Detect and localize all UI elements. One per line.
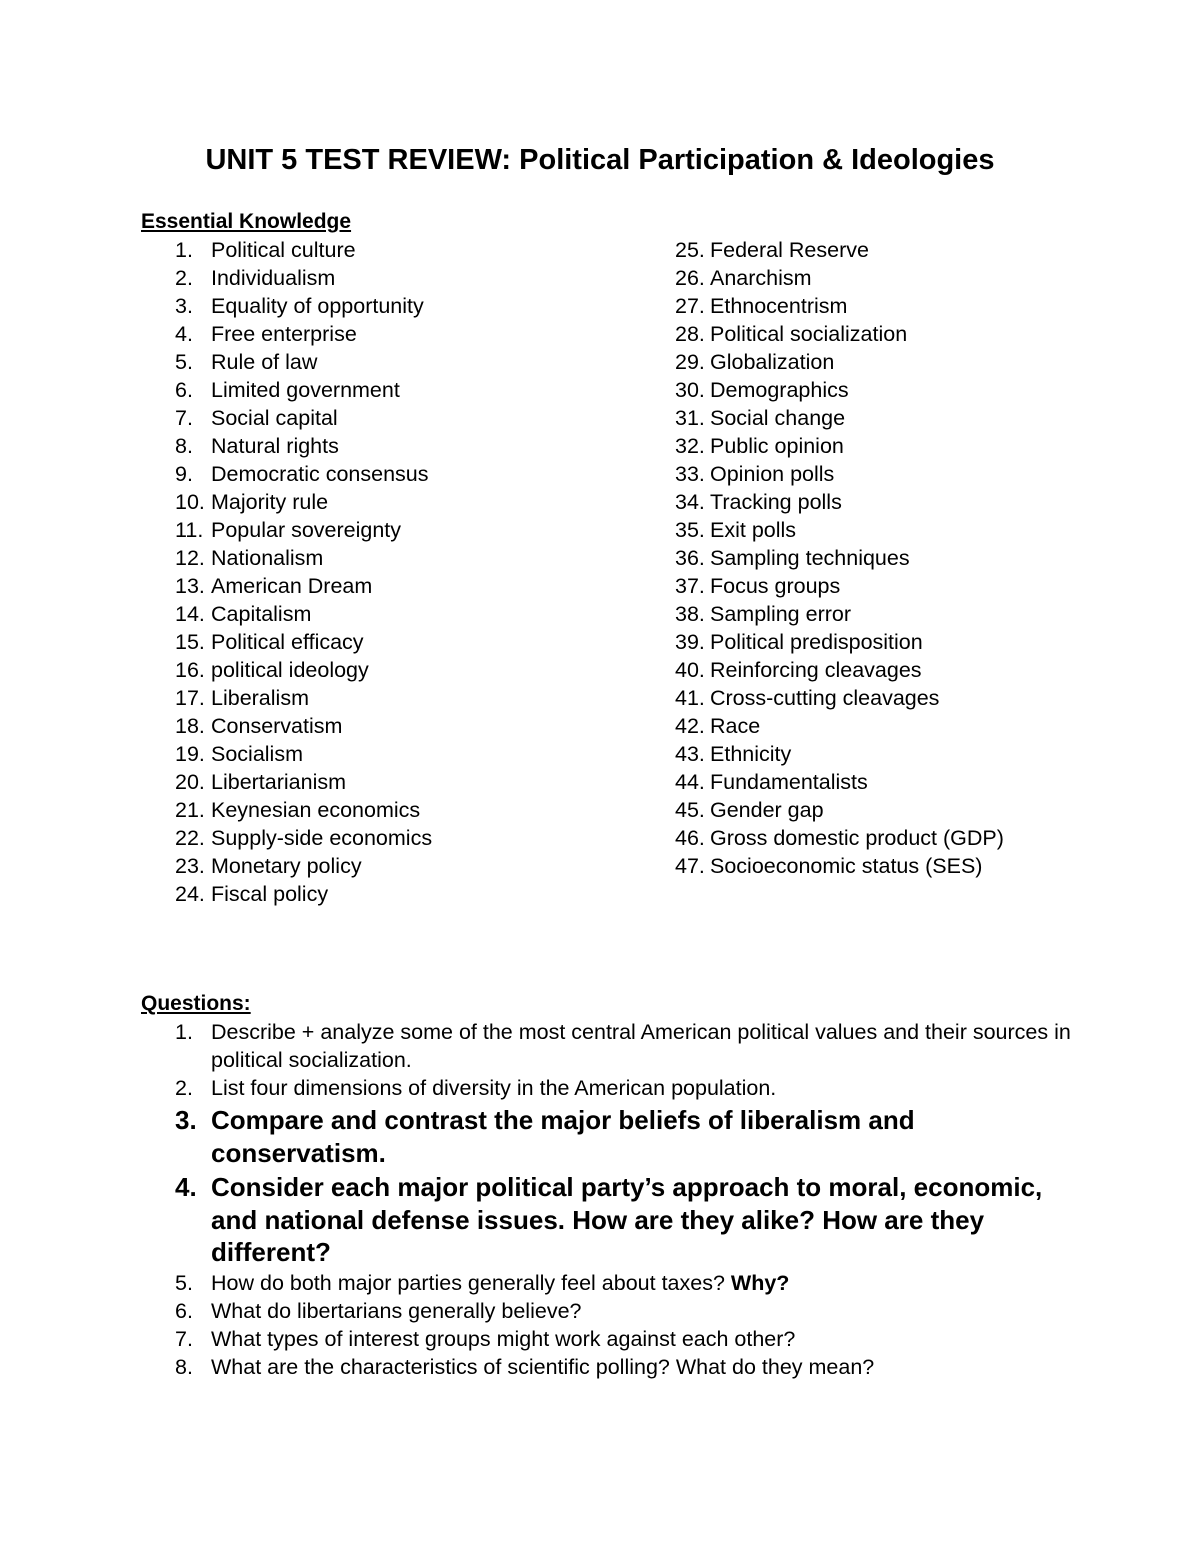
list-item <box>141 516 432 544</box>
question-number: 2. <box>175 1076 193 1100</box>
list-item <box>675 628 1004 656</box>
item-number: 40. <box>675 658 705 682</box>
term-text: Equality of opportunity <box>211 294 424 318</box>
list-item <box>141 460 432 488</box>
item-number: 43. <box>675 742 705 766</box>
item-number: 28. <box>675 322 705 346</box>
item-number: 45. <box>675 798 705 822</box>
list-item <box>675 740 1004 768</box>
list-item <box>675 264 1004 292</box>
term-list-left <box>141 236 432 908</box>
item-number: 22. <box>175 826 205 850</box>
item-number: 35. <box>675 518 705 542</box>
term-text: Majority rule <box>211 490 329 514</box>
term-text: Monetary policy <box>211 854 362 878</box>
item-number: 18. <box>175 714 205 738</box>
question-bold-suffix: Why? <box>730 1270 790 1295</box>
list-item <box>141 712 432 740</box>
term-text: Tracking polls <box>710 490 842 514</box>
item-number: 13. <box>175 574 205 598</box>
term-text: Fundamentalists <box>710 770 868 794</box>
page-title: UNIT 5 TEST REVIEW: Political Participation & Ideologies <box>205 144 995 176</box>
term-text: Fiscal policy <box>211 882 329 906</box>
question-item <box>141 1297 1071 1325</box>
list-item <box>675 572 1004 600</box>
list-item <box>675 292 1004 320</box>
question-item <box>141 1074 1071 1102</box>
question-list <box>141 1018 1071 1381</box>
term-text: Natural rights <box>211 434 339 458</box>
list-item <box>141 544 432 572</box>
list-item <box>675 544 1004 572</box>
question-text: Consider each major political party’s approach to moral, economic, and national defense issues. How are they alike? How are they different? <box>211 1172 1043 1267</box>
item-number: 32. <box>675 434 705 458</box>
item-number: 1. <box>175 238 193 262</box>
term-text: Rule of law <box>211 350 318 374</box>
term-text: Political predisposition <box>710 630 923 654</box>
item-number: 25. <box>675 238 705 262</box>
item-number: 16. <box>175 658 205 682</box>
term-text: Sampling error <box>710 602 851 626</box>
term-text: Sampling techniques <box>710 546 910 570</box>
list-item <box>675 600 1004 628</box>
question-text: Compare and contrast the major beliefs of liberalism and conservatism. <box>211 1105 915 1168</box>
list-item <box>675 376 1004 404</box>
list-item <box>141 684 432 712</box>
list-item <box>675 516 1004 544</box>
list-item <box>675 768 1004 796</box>
question-item <box>141 1269 1071 1297</box>
term-text: Nationalism <box>211 546 324 570</box>
item-number: 26. <box>675 266 705 290</box>
question-item-bold <box>141 1171 1071 1269</box>
list-item <box>141 740 432 768</box>
list-item <box>141 376 432 404</box>
list-item <box>675 712 1004 740</box>
list-item <box>675 488 1004 516</box>
term-text: Gender gap <box>710 798 824 822</box>
list-item <box>675 656 1004 684</box>
list-item <box>141 768 432 796</box>
list-item <box>141 796 432 824</box>
term-text: Demographics <box>710 378 849 402</box>
list-item <box>675 796 1004 824</box>
question-text: List four dimensions of diversity in the American population. <box>211 1076 777 1100</box>
item-number: 36. <box>675 546 705 570</box>
list-item <box>675 824 1004 852</box>
item-number: 24. <box>175 882 205 906</box>
list-item <box>675 348 1004 376</box>
term-text: Individualism <box>211 266 336 290</box>
term-text: Federal Reserve <box>710 238 869 262</box>
question-number: 8. <box>175 1354 193 1379</box>
list-item <box>675 404 1004 432</box>
term-text: Keynesian economics <box>211 798 421 822</box>
question-text: What do libertarians generally believe? <box>211 1298 582 1323</box>
list-item <box>141 852 432 880</box>
item-number: 9. <box>175 462 193 486</box>
item-number: 23. <box>175 854 205 878</box>
item-number: 46. <box>675 826 705 850</box>
essential-knowledge-heading: Essential Knowledge <box>141 210 352 233</box>
term-text: Globalization <box>710 350 835 374</box>
term-text: Public opinion <box>710 434 844 458</box>
item-number: 8. <box>175 434 193 458</box>
term-text: American Dream <box>211 574 373 598</box>
questions-heading: Questions: <box>141 992 251 1015</box>
item-number: 6. <box>175 378 193 402</box>
term-text: Anarchism <box>710 266 812 290</box>
list-item <box>675 684 1004 712</box>
item-number: 2. <box>175 266 193 290</box>
question-number: 6. <box>175 1298 193 1323</box>
item-number: 17. <box>175 686 205 710</box>
list-item <box>141 572 432 600</box>
term-text: Social capital <box>211 406 338 430</box>
item-number: 4. <box>175 322 193 346</box>
question-text: What types of interest groups might work against each other? <box>211 1326 796 1351</box>
item-number: 30. <box>675 378 705 402</box>
item-number: 31. <box>675 406 705 430</box>
term-text: Focus groups <box>710 574 841 598</box>
term-text: political ideology <box>211 658 369 682</box>
question-item <box>141 1018 1071 1074</box>
term-text: Liberalism <box>211 686 309 710</box>
question-text-wrapper <box>211 1269 1071 1297</box>
item-number: 10. <box>175 490 205 514</box>
question-item <box>141 1353 1071 1381</box>
list-item <box>141 880 432 908</box>
term-text: Socioeconomic status (SES) <box>710 854 983 878</box>
term-text: Supply-side economics <box>211 826 433 850</box>
term-text: Opinion polls <box>710 462 835 486</box>
question-number: 7. <box>175 1326 193 1351</box>
term-text: Race <box>710 714 761 738</box>
list-item <box>141 264 432 292</box>
item-number: 15. <box>175 630 205 654</box>
term-text: Free enterprise <box>211 322 357 346</box>
term-text: Socialism <box>211 742 303 766</box>
question-item-bold <box>141 1104 1071 1169</box>
item-number: 42. <box>675 714 705 738</box>
term-text: Political socialization <box>710 322 908 346</box>
item-number: 12. <box>175 546 205 570</box>
item-number: 47. <box>675 854 705 878</box>
question-number: 3. <box>175 1105 197 1135</box>
term-text: Political efficacy <box>211 630 364 654</box>
term-text: Social change <box>710 406 846 430</box>
term-text: Cross-cutting cleavages <box>710 686 940 710</box>
question-text: Describe + analyze some of the most central American political values and their sources in political socialization. <box>211 1020 1071 1072</box>
list-item <box>675 320 1004 348</box>
list-item <box>675 460 1004 488</box>
list-item <box>675 236 1004 264</box>
question-number: 4. <box>175 1172 197 1202</box>
term-text: Gross domestic product (GDP) <box>710 826 1004 850</box>
term-text: Capitalism <box>211 602 312 626</box>
question-number: 1. <box>175 1020 193 1044</box>
list-item <box>141 348 432 376</box>
term-text: Ethnicity <box>710 742 792 766</box>
term-text: Conservatism <box>211 714 343 738</box>
item-number: 38. <box>675 602 705 626</box>
term-text: Democratic consensus <box>211 462 429 486</box>
item-number: 37. <box>675 574 705 598</box>
item-number: 3. <box>175 294 193 318</box>
item-number: 44. <box>675 770 705 794</box>
list-item <box>141 600 432 628</box>
question-text: How do both major parties generally feel about taxes? <box>211 1270 725 1295</box>
term-text: Political culture <box>211 238 356 262</box>
item-number: 27. <box>675 294 705 318</box>
item-number: 41. <box>675 686 705 710</box>
item-number: 14. <box>175 602 205 626</box>
item-number: 21. <box>175 798 205 822</box>
list-item <box>141 432 432 460</box>
list-item <box>675 852 1004 880</box>
list-item <box>141 488 432 516</box>
item-number: 5. <box>175 350 193 374</box>
item-number: 20. <box>175 770 205 794</box>
item-number: 39. <box>675 630 705 654</box>
item-number: 34. <box>675 490 705 514</box>
item-number: 29. <box>675 350 705 374</box>
item-number: 33. <box>675 462 705 486</box>
term-text: Reinforcing cleavages <box>710 658 922 682</box>
term-text: Popular sovereignty <box>211 518 402 542</box>
list-item <box>141 292 432 320</box>
list-item <box>141 320 432 348</box>
list-item <box>675 432 1004 460</box>
list-item <box>141 404 432 432</box>
list-item <box>141 824 432 852</box>
item-number: 19. <box>175 742 205 766</box>
term-text: Ethnocentrism <box>710 294 848 318</box>
list-item <box>141 628 432 656</box>
item-number: 11. <box>175 518 204 542</box>
question-item <box>141 1325 1071 1353</box>
term-text: Libertarianism <box>211 770 347 794</box>
item-number: 7. <box>175 406 193 430</box>
list-item <box>141 236 432 264</box>
term-text: Limited government <box>211 378 400 402</box>
term-list-right <box>675 236 1004 880</box>
term-text: Exit polls <box>710 518 797 542</box>
question-number: 5. <box>175 1270 193 1295</box>
question-text: What are the characteristics of scientific polling? What do they mean? <box>211 1354 875 1379</box>
list-item <box>141 656 432 684</box>
